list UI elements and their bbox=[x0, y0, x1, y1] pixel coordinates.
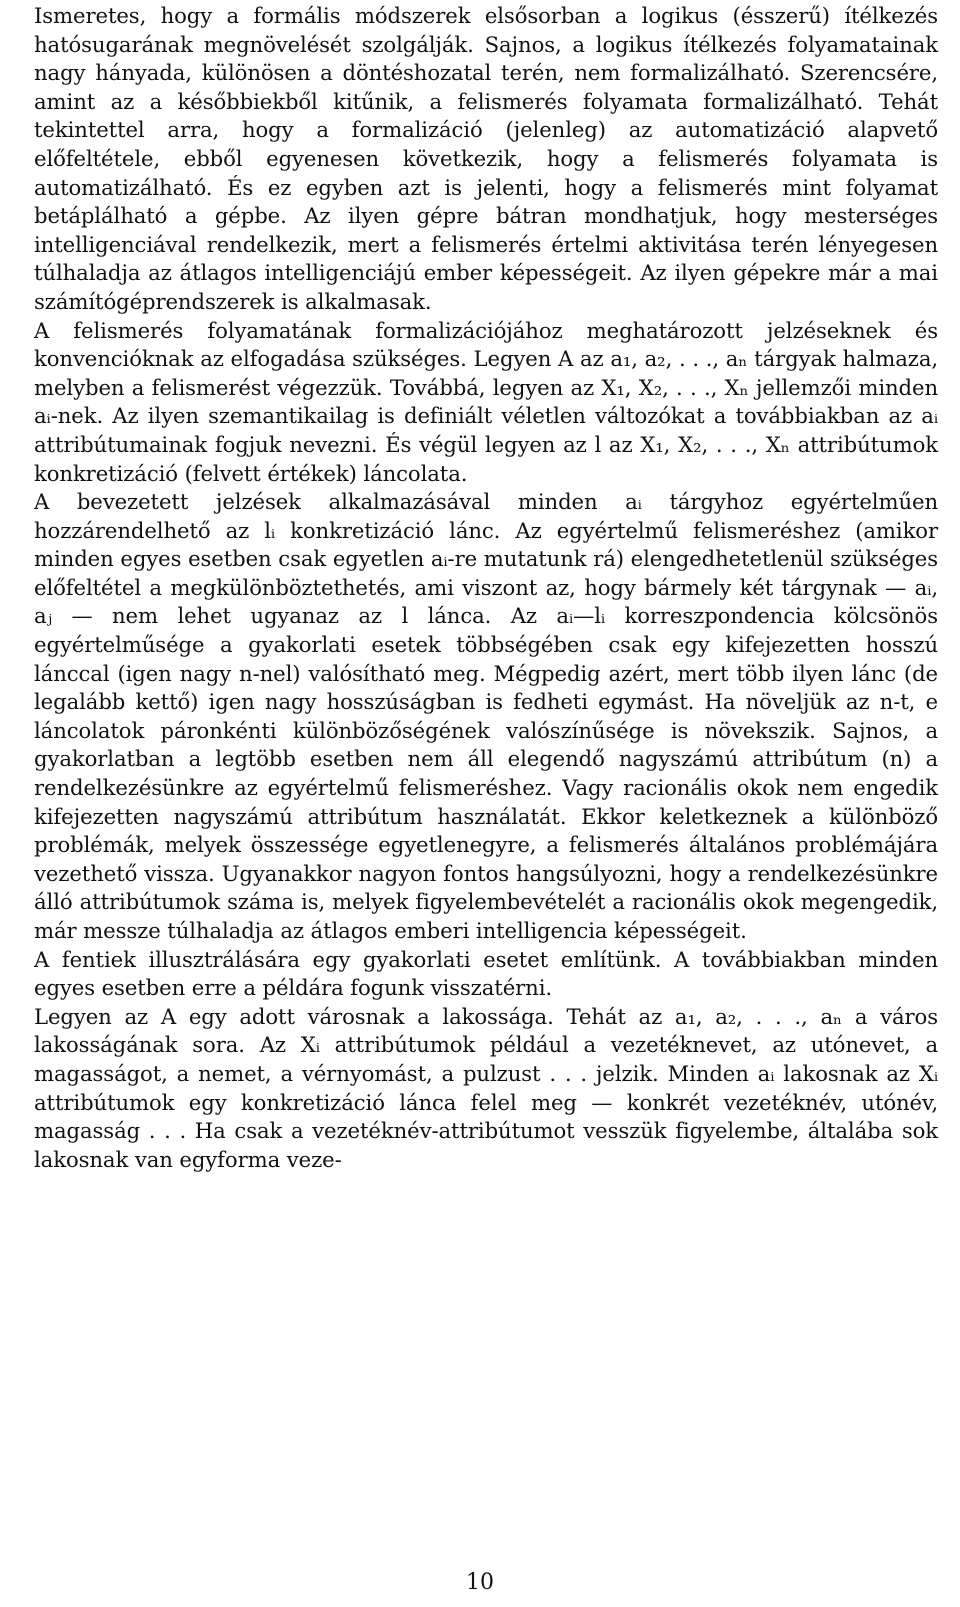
page-number: 10 bbox=[466, 1570, 494, 1595]
paragraph-4: A fentiek illusztrálására egy gyakorlati esetet említünk. A továbbiakban minden egyes esetben erre a példára fogunk visszatérni. bbox=[34, 946, 938, 1001]
paragraph-1: Ismeretes, hogy a formális módszerek elsősorban a logikus (ésszerű) ítélkezés hatósugarának megnövelését szolgálják. Sajnos, a logikus ítélkezés folyamatainak nagy hányada, különösen a döntéshozatal terén, nem formalizálható. Szerencsére, amint az a későbbiekből kitűnik, a felismerés folyamata formalizálható. Tehát tekintettel arra, hogy a formalizáció (jelenleg) az automatizáció alapvető előfeltétele, ebből egyenesen következik, hogy a felismerés folyamata is automatizálható. És ez egyben azt is jelenti, hogy a felismerés mint folyamat betáplálható a gépbe. Az ilyen gépre bátran mondhatjuk, hogy mesterséges intelligenciával rendelkezik, mert a felismerés értelmi aktivitása terén lényegesen túlhaladja az átlagos intelligenciájú ember képességeit. Az ilyen gépekre már a mai számítógéprendszerek is alkalmasak. bbox=[34, 3, 938, 314]
paragraph-2: A felismerés folyamatának formalizációjához meghatározott jelzéseknek és konvencióknak az elfogadása szükséges. Legyen A az a₁, a₂, . . ., aₙ tárgyak halmaza, melyben a felismerést végezzük. Továbbá, legyen az X₁, X₂, . . ., Xₙ jellemzői minden aᵢ-nek. Az ilyen szemantikailag is definiált véletlen változókat a továbbiakban az aᵢ attribútumainak fogjuk nevezni. És végül legyen az l az X₁, X₂, . . ., Xₙ attribútumok konkretizáció (felvett értékek) láncolata. bbox=[34, 317, 938, 486]
body-text bbox=[34, 2, 938, 1174]
paragraph-3: A bevezetett jelzések alkalmazásával minden aᵢ tárgyhoz egyértelműen hozzárendelhető az lᵢ konkretizáció lánc. Az egyértelmű felismeréshez (amikor minden egyes esetben csak egyetlen aᵢ-re mutatunk rá) elengedhetetlenül szükséges előfeltétel a megkülönböztethetés, ami viszont az, hogy bármely két tárgynak — aᵢ, aⱼ — nem lehet ugyanaz az l lánca. Az aᵢ—lᵢ korreszpondencia kölcsönös egyértelműsége a gyakorlati esetek többségében csak egy kifejezetten hosszú lánccal (igen nagy n-nel) valósítható meg. Mégpedig azért, mert több ilyen lánc (de legalább kettő) igen nagy hosszúságban is fedheti egymást. Ha növeljük az n-t, e láncolatok páronkénti különbözőségének valószínűsége is növekszik. Sajnos, a gyakorlatban a legtöbb esetben nem áll elegendő nagyszámú attribútum (n) a rendelkezésünkre az egyértelmű felismeréshez. Vagy racionális okok nem engedik kifejezetten nagyszámú attribútum használatát. Ekkor keletkeznek a különböző problémák, melyek összessége egyetlenegyre, a felismerés általános problémájára vezethető vissza. Ugyanakkor nagyon fontos hangsúlyozni, hogy a rendelkezésünkre álló attribútumok száma is, melyek figyelembevételét a racionális okok megengedik, már messze túlhaladja az átlagos emberi intelligencia képességeit. bbox=[34, 489, 938, 943]
paragraph-5: Legyen az A egy adott városnak a lakossága. Tehát az a₁, a₂, . . ., aₙ a város lakosságának sora. Az Xᵢ attribútumok például a vezetéknevet, az utónevet, a magasságot, a nemet, a vérnyomást, a pulzust . . . jelzik. Minden aᵢ lakosnak az Xᵢ attribútumok egy konkretizáció lánca felel meg — konkrét vezetéknév, utónév, magasság . . . Ha csak a vezetéknév-attribútumot vesszük figyelembe, általába sok lakosnak van egyforma veze- bbox=[34, 1003, 938, 1172]
